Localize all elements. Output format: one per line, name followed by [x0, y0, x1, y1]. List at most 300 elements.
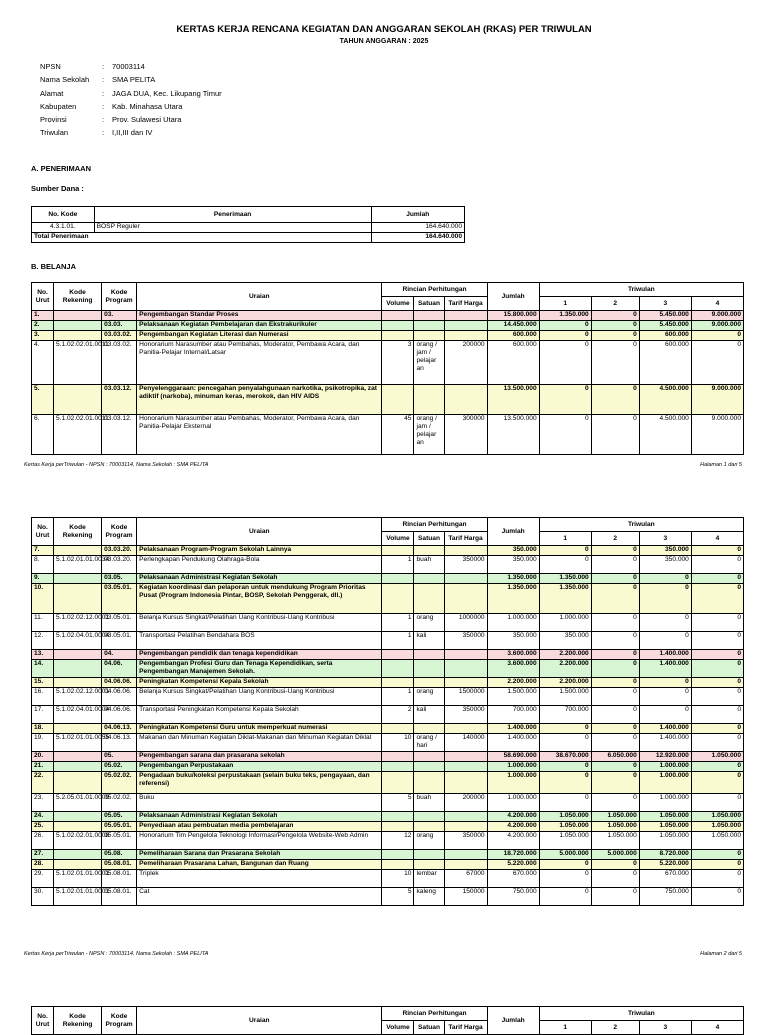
t3-cell: 8.720.000	[639, 850, 691, 860]
t1-cell: 350.000	[539, 632, 591, 650]
jumlah-cell: 3.600.000	[487, 660, 539, 678]
t2-cell: 0	[591, 385, 639, 415]
satuan-cell	[414, 724, 444, 734]
satuan-cell	[414, 822, 444, 832]
header-t3: 3	[639, 297, 691, 311]
kode-program-cell: 05.	[102, 752, 137, 762]
jumlah-cell: 750.000	[487, 888, 539, 906]
t4-cell: 0	[691, 850, 743, 860]
no-urut-cell: 7.	[32, 546, 54, 556]
uraian-cell: Pemeliharaan Sarana dan Prasarana Sekolah	[137, 850, 382, 860]
volume-cell	[382, 850, 414, 860]
t4-cell: 9.000.000	[691, 311, 743, 321]
info-key: Triwulan	[40, 128, 69, 138]
jumlah-cell: 14.450.000	[487, 321, 539, 331]
cell: 4.3.1.01.	[32, 223, 95, 233]
t4-cell: 9.000.000	[691, 415, 743, 455]
info-key: NPSN	[40, 62, 61, 71]
satuan-cell	[414, 650, 444, 660]
t3-cell: 1.000.000	[639, 762, 691, 772]
volume-cell	[382, 772, 414, 794]
table-row	[32, 546, 744, 556]
kode-rekening-cell: 5.1.02.02.12.0001	[54, 688, 102, 706]
t1-cell: 0	[539, 331, 591, 341]
satuan-cell	[414, 331, 444, 341]
kode-rekening-cell	[54, 574, 102, 584]
t3-cell: 600.000	[639, 341, 691, 385]
table-row	[32, 584, 744, 614]
tarif-cell	[444, 331, 487, 341]
volume-cell	[382, 678, 414, 688]
t2-cell: 0	[591, 574, 639, 584]
tarif-cell: 200000	[444, 794, 487, 812]
t2-cell: 6.050.000	[591, 752, 639, 762]
tarif-cell	[444, 772, 487, 794]
no-urut-cell: 26.	[32, 832, 54, 850]
t1-cell: 38.670.000	[539, 752, 591, 762]
t1-cell: 1.350.000	[539, 574, 591, 584]
footer-right-page-2: Halaman 2 dari 5	[700, 951, 742, 957]
kode-rekening-cell: 5.1.02.02.01.0011	[54, 415, 102, 455]
volume-cell	[382, 724, 414, 734]
kode-program-cell: 04.06.13.	[102, 734, 137, 752]
volume-cell: 45	[382, 415, 414, 455]
kode-program-cell: 05.02.02.	[102, 772, 137, 794]
header-t4: 4	[691, 532, 743, 546]
uraian-cell: Belanja Kursus Singkat/Pelatihan Uang Kontribusi-Uang Kontribusi	[137, 688, 382, 706]
info-row: Kabupaten : Kab. Minahasa Utara	[40, 102, 222, 115]
tarif-cell: 67000	[444, 870, 487, 888]
kode-rekening-cell	[54, 678, 102, 688]
t4-cell: 0	[691, 632, 743, 650]
uraian-cell: Pengembangan Profesi Guru dan Tenaga Kependidikan, serta Pengembangan Manajemen Sekolah.	[137, 660, 382, 678]
t3-cell: 350.000	[639, 556, 691, 574]
table-row	[32, 321, 744, 331]
no-urut-cell: 17.	[32, 706, 54, 724]
kode-rekening-cell: 5.1.02.01.01.0034	[54, 556, 102, 574]
volume-cell: 1	[382, 632, 414, 650]
header-jumlah: Jumlah	[487, 283, 539, 311]
t2-cell: 0	[591, 546, 639, 556]
t3-cell: 0	[639, 706, 691, 724]
table-row	[32, 706, 744, 724]
volume-cell: 5	[382, 888, 414, 906]
volume-cell: 10	[382, 734, 414, 752]
table-row	[32, 752, 744, 762]
t3-cell: 1.050.000	[639, 832, 691, 850]
header-kode-rekening: Kode Rekening	[54, 1007, 102, 1035]
t3-cell: 0	[639, 584, 691, 614]
table-row	[32, 822, 744, 832]
kode-rekening-cell	[54, 772, 102, 794]
no-urut-cell: 18.	[32, 724, 54, 734]
satuan-cell	[414, 385, 444, 415]
no-urut-cell: 27.	[32, 850, 54, 860]
kode-program-cell: 03.05.	[102, 574, 137, 584]
satuan-cell	[414, 546, 444, 556]
satuan-cell	[414, 762, 444, 772]
satuan-cell: buah	[414, 556, 444, 574]
volume-cell	[382, 331, 414, 341]
t1-cell: 1.050.000	[539, 832, 591, 850]
t3-cell: 1.400.000	[639, 660, 691, 678]
tarif-cell	[444, 850, 487, 860]
total-label: Total Penerimaan	[32, 233, 372, 243]
header-tarif: Tarif Harga	[444, 297, 487, 311]
jumlah-cell: 1.350.000	[487, 574, 539, 584]
t4-cell: 1.050.000	[691, 752, 743, 762]
t1-cell: 0	[539, 870, 591, 888]
header-t2: 2	[591, 1021, 639, 1035]
satuan-cell: orang / jam / pelajar an	[414, 415, 444, 455]
tarif-cell	[444, 812, 487, 822]
cell: BOSP Reguler	[94, 223, 371, 233]
no-urut-cell: 20.	[32, 752, 54, 762]
uraian-cell: Pengembangan Kegiatan Literasi dan Numerasi	[137, 331, 382, 341]
satuan-cell: orang / jam / pelajar an	[414, 341, 444, 385]
tarif-cell	[444, 650, 487, 660]
jumlah-cell: 1.400.000	[487, 734, 539, 752]
header-t2: 2	[591, 297, 639, 311]
t2-cell: 1.050.000	[591, 812, 639, 822]
jumlah-cell: 350.000	[487, 546, 539, 556]
page-subtitle: TAHUN ANGGARAN : 2025	[339, 38, 429, 45]
kode-program-cell: 05.08.01.	[102, 870, 137, 888]
belanja-table-page-3-header	[31, 1006, 744, 1035]
tarif-cell: 350000	[444, 832, 487, 850]
t3-cell: 1.050.000	[639, 822, 691, 832]
table-row	[32, 574, 744, 584]
cell: 164.640.000	[371, 223, 464, 233]
kode-program-cell: 05.05.	[102, 812, 137, 822]
tarif-cell	[444, 574, 487, 584]
tarif-cell: 350000	[444, 706, 487, 724]
kode-rekening-cell	[54, 850, 102, 860]
header-kode-rekening: Kode Rekening	[54, 518, 102, 546]
uraian-cell: Transportasi Pelatihan Bendahara BOS	[137, 632, 382, 650]
tarif-cell	[444, 724, 487, 734]
t2-cell: 1.050.000	[591, 832, 639, 850]
header-satuan: Satuan	[414, 532, 444, 546]
t4-cell: 0	[691, 650, 743, 660]
kode-rekening-cell	[54, 385, 102, 415]
kode-rekening-cell	[54, 860, 102, 870]
kode-rekening-cell	[54, 762, 102, 772]
school-info	[40, 62, 222, 142]
t3-cell: 350.000	[639, 546, 691, 556]
no-urut-cell: 22.	[32, 772, 54, 794]
t3-cell: 1.000.000	[639, 794, 691, 812]
t1-cell: 0	[539, 724, 591, 734]
t2-cell: 0	[591, 632, 639, 650]
info-value: I,II,III dan IV	[112, 128, 153, 138]
kode-program-cell: 05.08.	[102, 850, 137, 860]
t1-cell: 700.000	[539, 706, 591, 724]
tarif-cell	[444, 678, 487, 688]
header-no-urut: No. Urut	[32, 283, 54, 311]
volume-cell: 12	[382, 832, 414, 850]
satuan-cell	[414, 321, 444, 331]
uraian-cell: Kegiatan koordinasi dan pelaporan untuk mendukung Program Prioritas Pusat (Program Indonesia Pintar, BOSP, Sekolah Penggerak, dll.)	[137, 584, 382, 614]
volume-cell: 1	[382, 556, 414, 574]
t2-cell: 0	[591, 321, 639, 331]
jumlah-cell: 4.200.000	[487, 822, 539, 832]
jumlah-cell: 1.000.000	[487, 762, 539, 772]
t2-cell: 0	[591, 794, 639, 812]
t1-cell: 1.350.000	[539, 311, 591, 321]
table-row	[32, 311, 744, 321]
jumlah-cell: 1.350.000	[487, 584, 539, 614]
kode-rekening-cell: 5.1.02.01.01.0001	[54, 888, 102, 906]
t4-cell: 0	[691, 556, 743, 574]
jumlah-cell: 1.000.000	[487, 794, 539, 812]
table-row	[32, 660, 744, 678]
no-urut-cell: 9.	[32, 574, 54, 584]
kode-rekening-cell	[54, 822, 102, 832]
t2-cell: 0	[591, 772, 639, 794]
jumlah-cell: 15.800.000	[487, 311, 539, 321]
footer-left-page-2: Kertas Kerja perTriwulan - NPSN : 70003114, Nama Sekolah : SMA PELITA	[24, 951, 209, 957]
kode-program-cell: 03.03.02.	[102, 341, 137, 385]
t3-cell: 5.450.000	[639, 321, 691, 331]
kode-program-cell: 03.03.12.	[102, 385, 137, 415]
no-urut-cell: 24.	[32, 812, 54, 822]
volume-cell: 1	[382, 688, 414, 706]
satuan-cell: kaleng	[414, 888, 444, 906]
t2-cell: 0	[591, 341, 639, 385]
no-urut-cell: 8.	[32, 556, 54, 574]
info-value: JAGA DUA, Kec. Likupang Timur	[112, 88, 222, 98]
info-row: Alamat : JAGA DUA, Kec. Likupang Timur	[40, 89, 222, 102]
t2-cell: 0	[591, 688, 639, 706]
info-key: Kabupaten	[40, 101, 77, 111]
t3-cell: 0	[639, 632, 691, 650]
tarif-cell	[444, 385, 487, 415]
t4-cell: 1.050.000	[691, 832, 743, 850]
t2-cell: 0	[591, 415, 639, 455]
section-belanja-heading: B. BELANJA	[31, 262, 77, 271]
t3-cell: 1.400.000	[639, 734, 691, 752]
tarif-cell	[444, 311, 487, 321]
kode-program-cell: 04.06.	[102, 660, 137, 678]
t3-cell: 0	[639, 574, 691, 584]
t2-cell: 0	[591, 734, 639, 752]
t4-cell: 0	[691, 574, 743, 584]
t2-cell: 0	[591, 311, 639, 321]
header-satuan: Satuan	[414, 1021, 444, 1035]
t1-cell: 2.200.000	[539, 650, 591, 660]
header-tarif: Tarif Harga	[444, 1021, 487, 1035]
header-triwulan: Triwulan	[539, 518, 743, 532]
t1-cell: 1.000.000	[539, 614, 591, 632]
t4-cell: 0	[691, 888, 743, 906]
no-urut-cell: 14.	[32, 660, 54, 678]
table-row	[32, 614, 744, 632]
header-uraian: Uraian	[137, 518, 382, 546]
volume-cell: 1	[382, 614, 414, 632]
info-row: Triwulan : I,II,III dan IV	[40, 128, 222, 141]
t1-cell: 0	[539, 385, 591, 415]
uraian-cell: Penyelenggaraan: pencegahan penyalahgunaan narkotika, psikotropika, zat adiktif (narkoba), minuman keras, merokok, dan HIV AIDS	[137, 385, 382, 415]
uraian-cell: Transportasi Peningkatan Kompetensi Kepala Sekolah	[137, 706, 382, 724]
kode-program-cell: 03.	[102, 311, 137, 321]
header-cell: Penerimaan	[94, 207, 371, 223]
uraian-cell: Pengembangan sarana dan prasarana sekolah	[137, 752, 382, 762]
tarif-cell	[444, 822, 487, 832]
kode-program-cell: 05.02.	[102, 762, 137, 772]
t2-cell: 0	[591, 706, 639, 724]
t4-cell: 0	[691, 734, 743, 752]
table-row	[32, 832, 744, 850]
jumlah-cell: 1.500.000	[487, 688, 539, 706]
volume-cell	[382, 584, 414, 614]
header-jumlah: Jumlah	[487, 1007, 539, 1035]
table-row	[32, 860, 744, 870]
kode-program-cell: 03.03.12.	[102, 415, 137, 455]
uraian-cell: Buku	[137, 794, 382, 812]
no-urut-cell: 10.	[32, 584, 54, 614]
t2-cell: 0	[591, 584, 639, 614]
section-penerimaan-heading: A. PENERIMAAN	[31, 164, 92, 173]
t1-cell: 0	[539, 321, 591, 331]
volume-cell	[382, 762, 414, 772]
no-urut-cell: 3.	[32, 331, 54, 341]
uraian-cell: Pengembangan Standar Proses	[137, 311, 382, 321]
satuan-cell	[414, 660, 444, 678]
kode-rekening-cell: 5.1.02.01.01.0055	[54, 734, 102, 752]
t4-cell: 1.050.000	[691, 822, 743, 832]
tarif-cell: 350000	[444, 632, 487, 650]
kode-rekening-cell	[54, 331, 102, 341]
header-rincian: Rincian Perhitungan	[382, 1007, 487, 1021]
t4-cell: 0	[691, 546, 743, 556]
t3-cell: 600.000	[639, 331, 691, 341]
kode-program-cell: 05.05.01.	[102, 832, 137, 850]
jumlah-cell: 350.000	[487, 632, 539, 650]
t3-cell: 1.400.000	[639, 650, 691, 660]
t2-cell: 0	[591, 556, 639, 574]
no-urut-cell: 4.	[32, 341, 54, 385]
t2-cell: 0	[591, 888, 639, 906]
t1-cell: 2.200.000	[539, 660, 591, 678]
tarif-cell: 140000	[444, 734, 487, 752]
uraian-cell: Honorarium Tim Pengelola Teknologi Informasi/Pengelola Website-Web Admin	[137, 832, 382, 850]
header-cell: No. Kode	[32, 207, 95, 223]
header-triwulan: Triwulan	[539, 283, 743, 297]
kode-rekening-cell	[54, 584, 102, 614]
kode-program-cell: 03.03.20.	[102, 556, 137, 574]
no-urut-cell: 2.	[32, 321, 54, 331]
kode-rekening-cell: 5.1.02.02.01.0008	[54, 832, 102, 850]
total-row	[32, 233, 465, 243]
info-key: Nama Sekolah	[40, 75, 90, 85]
table-row	[32, 870, 744, 888]
tarif-cell	[444, 762, 487, 772]
info-value: 70003114	[112, 62, 145, 71]
jumlah-cell: 13.500.000	[487, 415, 539, 455]
table-row	[32, 888, 744, 906]
tarif-cell: 150000	[444, 888, 487, 906]
kode-program-cell: 04.06.06.	[102, 688, 137, 706]
jumlah-cell: 5.220.000	[487, 860, 539, 870]
kode-rekening-cell: 5.1.02.02.01.0011	[54, 341, 102, 385]
satuan-cell: orang	[414, 614, 444, 632]
t4-cell: 0	[691, 794, 743, 812]
uraian-cell: Peningkatan Kompetensi Kepala Sekolah	[137, 678, 382, 688]
header-t1: 1	[539, 532, 591, 546]
jumlah-cell: 2.200.000	[487, 678, 539, 688]
table-row	[32, 415, 744, 455]
info-row: NPSN : 70003114	[40, 62, 222, 75]
header-kode-rekening: Kode Rekening	[54, 283, 102, 311]
kode-program-cell: 03.05.01.	[102, 632, 137, 650]
jumlah-cell: 600.000	[487, 341, 539, 385]
t4-cell: 0	[691, 860, 743, 870]
footer-right-page-1: Halaman 1 dari 5	[700, 462, 742, 468]
t2-cell: 0	[591, 614, 639, 632]
table-row	[32, 223, 465, 233]
header-t3: 3	[639, 532, 691, 546]
kode-program-cell: 04.	[102, 650, 137, 660]
kode-rekening-cell: 5.1.02.02.12.0001	[54, 614, 102, 632]
t3-cell: 4.500.000	[639, 385, 691, 415]
volume-cell	[382, 311, 414, 321]
table-row	[32, 688, 744, 706]
jumlah-cell: 1.400.000	[487, 724, 539, 734]
satuan-cell	[414, 311, 444, 321]
t1-cell: 0	[539, 762, 591, 772]
no-urut-cell: 28.	[32, 860, 54, 870]
header-t3: 3	[639, 1021, 691, 1035]
t4-cell: 9.000.000	[691, 385, 743, 415]
uraian-cell: Pengadaan buku/koleksi perpustakaan (selain buku teks, pengayaan, dan referensi)	[137, 772, 382, 794]
header-tarif: Tarif Harga	[444, 532, 487, 546]
table-row	[32, 762, 744, 772]
header-kode-program: Kode Program	[102, 283, 137, 311]
uraian-cell: Peningkatan Kompetensi Guru untuk memperkuat numerasi	[137, 724, 382, 734]
jumlah-cell: 1.000.000	[487, 614, 539, 632]
kode-program-cell: 05.08.01.	[102, 860, 137, 870]
t1-cell: 0	[539, 888, 591, 906]
volume-cell: 10	[382, 870, 414, 888]
no-urut-cell: 21.	[32, 762, 54, 772]
no-urut-cell: 23.	[32, 794, 54, 812]
kode-rekening-cell	[54, 812, 102, 822]
uraian-cell: Penyediaan atau pembuatan media pembelajaran	[137, 822, 382, 832]
tarif-cell: 200000	[444, 341, 487, 385]
satuan-cell	[414, 584, 444, 614]
kode-program-cell: 05.08.01.	[102, 888, 137, 906]
t2-cell: 0	[591, 678, 639, 688]
volume-cell	[382, 660, 414, 678]
kode-rekening-cell	[54, 321, 102, 331]
tarif-cell	[444, 660, 487, 678]
t4-cell: 0	[691, 724, 743, 734]
t1-cell: 1.500.000	[539, 688, 591, 706]
satuan-cell	[414, 752, 444, 762]
t1-cell: 0	[539, 546, 591, 556]
tarif-cell	[444, 752, 487, 762]
t4-cell: 0	[691, 660, 743, 678]
t4-cell: 0	[691, 678, 743, 688]
t2-cell: 0	[591, 724, 639, 734]
info-row: Nama Sekolah : SMA PELITA	[40, 75, 222, 88]
jumlah-cell: 670.000	[487, 870, 539, 888]
satuan-cell	[414, 678, 444, 688]
header-volume: Volume	[382, 532, 414, 546]
table-row	[32, 331, 744, 341]
t1-cell: 1.350.000	[539, 584, 591, 614]
